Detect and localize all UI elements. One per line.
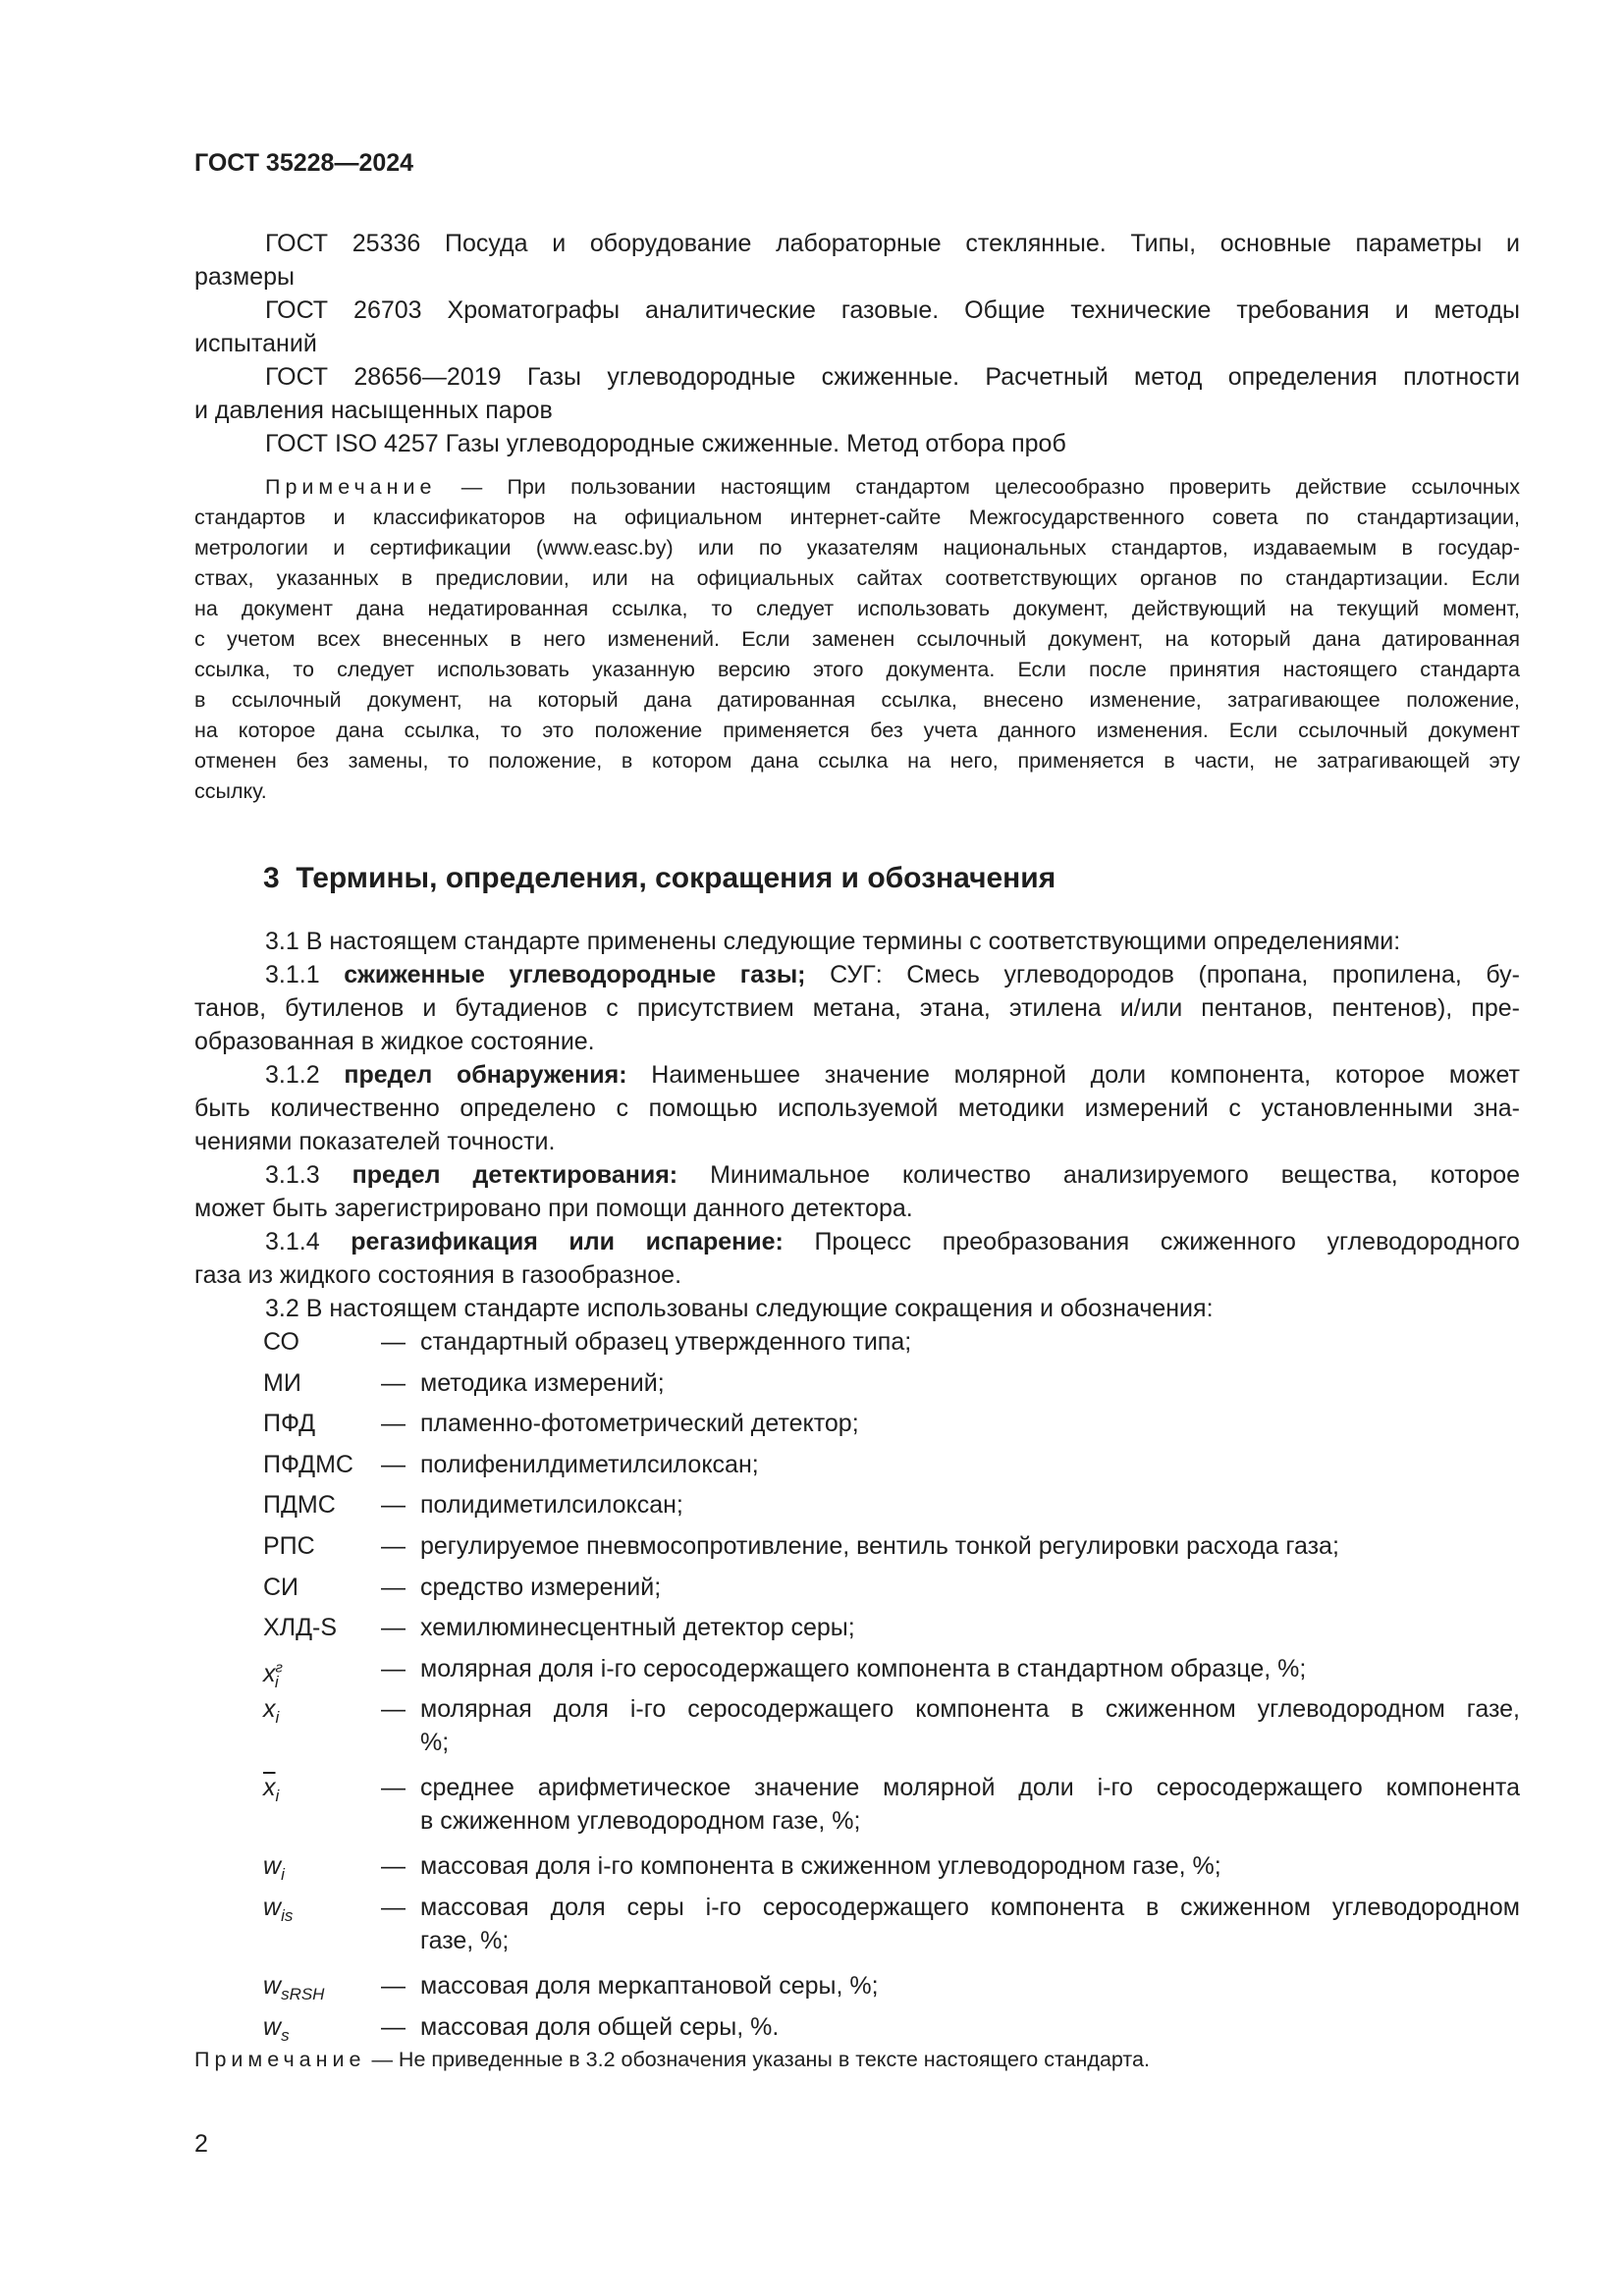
dash: — xyxy=(381,1894,406,1921)
symbol xyxy=(263,1891,293,1933)
note-line: на документ дана недатированная ссылка, то следует использовать документ, действующий на текущий момент, xyxy=(194,597,1520,620)
symbol-subscript: i xyxy=(275,1708,280,1728)
term-name: регазификация или испарение: xyxy=(351,1228,784,1255)
description-line: методика измерений; xyxy=(420,1368,665,1397)
symbol-base: $\overline{x}$ xyxy=(263,1774,276,1802)
symbol-description xyxy=(420,1652,1520,1685)
description-line: стандартный образец утвержденного типа; xyxy=(420,1328,912,1356)
normative-references xyxy=(194,227,1520,460)
abbreviation: ПДМС xyxy=(263,1491,336,1520)
term-line xyxy=(194,1292,1520,1325)
term-number: 3.1.1 xyxy=(265,961,320,988)
note-line: ссылку. xyxy=(194,779,267,803)
term-line xyxy=(194,1158,1520,1192)
note-line: на которое дана ссылка, то это положение применяется без учета данного изменения. Если ссылочный документ xyxy=(194,719,1520,742)
dash: — xyxy=(381,1491,406,1520)
symbol-subscript: s xyxy=(281,2025,290,2045)
section-number: 3 xyxy=(263,862,280,894)
term-definition: Наименьшее значение молярной доли компонента, которое может xyxy=(651,1061,1520,1089)
reference-line: и давления насыщенных паров xyxy=(194,397,553,424)
term-line xyxy=(194,958,1520,991)
dash: — xyxy=(381,1532,406,1560)
description-line: массовая доля меркаптановой серы, %; xyxy=(420,1972,879,2000)
term-line: чениями показателей точности. xyxy=(194,1128,556,1155)
term-number: 3.2 xyxy=(265,1295,299,1322)
abbreviation-description xyxy=(420,1529,1520,1563)
description-line: массовая доля общей серы, %. xyxy=(420,2012,780,2041)
term-number: 3.1.4 xyxy=(265,1228,320,1255)
page-number: 2 xyxy=(194,2130,208,2158)
symbol-base: w xyxy=(263,2012,282,2041)
abbreviation: ПФД xyxy=(263,1410,316,1438)
reference-line: ГОСТ ISO 4257 Газы углеводородные сжиженные. Метод отбора проб xyxy=(265,430,1066,457)
term-number: 3.1.2 xyxy=(265,1061,320,1089)
symbol-description xyxy=(420,1849,1520,1883)
description-line: в сжиженном углеводородном газе, %; xyxy=(420,1807,861,1836)
dash: — xyxy=(381,1450,406,1478)
description-line: молярная доля i-го серосодержащего компонента в стандартном образце, %; xyxy=(420,1654,1307,1682)
term-name: предел обнаружения: xyxy=(344,1061,627,1089)
reference-line: ГОСТ 28656—2019 Газы углеводородные сжиженные. Расчетный метод определения плотности xyxy=(265,363,1520,391)
symbol-base: w xyxy=(263,1852,282,1881)
dash: — xyxy=(381,1972,406,2000)
note-references xyxy=(194,472,1520,807)
term-line: быть количественно определено с помощью используемой методики измерений с установленными зна- xyxy=(194,1095,1520,1122)
dash: — xyxy=(381,1654,406,1682)
term-line xyxy=(194,1058,1520,1092)
abbreviation: РПС xyxy=(263,1532,315,1560)
reference-line: ГОСТ 26703 Хроматографы аналитические газовые. Общие технические требования и методы xyxy=(265,296,1520,324)
symbol-description xyxy=(420,1891,1520,1957)
note-line: метрологии и сертификации (www.easc.by) или по указателям национальных стандартов, издаваемым в государ- xyxy=(194,536,1520,560)
note-line: отменен без замены, то положение, в котором дана ссылка на него, применяется в части, не затрагивающей эту xyxy=(194,749,1520,773)
abbreviation-description xyxy=(420,1407,1520,1440)
symbol-base: x xyxy=(263,1660,276,1688)
term-line: может быть зарегистрировано при помощи данного детектора. xyxy=(194,1195,913,1222)
symbol-description xyxy=(420,1771,1520,1838)
symbol-glyph xyxy=(263,1774,280,1806)
description-line: хемилюминесцентный детектор серы; xyxy=(420,1614,855,1642)
abbreviation: СО xyxy=(263,1328,299,1356)
description-line: молярная доля i-го серосодержащего компонента в сжиженном углеводородном газе, xyxy=(420,1695,1520,1724)
symbol-description xyxy=(420,2010,1520,2044)
dash: — xyxy=(381,1852,406,1881)
description-line: пламенно-фотометрический детектор; xyxy=(420,1410,859,1438)
symbol-base: x xyxy=(263,1695,276,1724)
term-definition: В настоящем стандарте использованы следующие сокращения и обозначения: xyxy=(305,1295,1214,1322)
description-line: средство измерений; xyxy=(420,1573,662,1601)
symbol-description xyxy=(420,1969,1520,2002)
term-line xyxy=(194,1225,1520,1258)
symbol-glyph xyxy=(263,1972,325,2003)
abbreviation-description xyxy=(420,1366,1520,1400)
symbol-subscript: is xyxy=(281,1906,294,1925)
dash: — xyxy=(381,1410,406,1438)
section-title: Термины, определения, сокращения и обозначения xyxy=(296,862,1056,894)
term-number: 3.1 xyxy=(265,928,299,955)
description-line: полифенилдиметилсилоксан; xyxy=(420,1450,759,1478)
description-line: полидиметилсилоксан; xyxy=(420,1491,683,1520)
symbol xyxy=(263,1969,324,2011)
symbol-subscript: i xyxy=(281,1865,285,1885)
abbreviation-description xyxy=(420,1448,1520,1481)
abbreviation: ХЛД-S xyxy=(263,1614,338,1642)
description-line: регулируемое пневмосопротивление, вентиль тонкой регулировки расхода газа; xyxy=(420,1532,1339,1560)
term-name: сжиженные углеводородные газы; xyxy=(344,961,806,988)
abbreviation: МИ xyxy=(263,1368,301,1397)
term-line: газа из жидкого состояния в газообразное. xyxy=(194,1261,682,1289)
abbreviation: ПФДМС xyxy=(263,1450,353,1478)
note-text: — Не приведенные в 3.2 обозначения указаны в тексте настоящего стандарта. xyxy=(371,2048,1150,2071)
symbol-glyph xyxy=(263,2012,290,2045)
note-label: Примечание xyxy=(265,475,437,499)
symbol-glyph xyxy=(263,1852,285,1885)
note-line: с учетом всех внесенных в него изменений. Если заменен ссылочный документ, на который дана датированная xyxy=(194,627,1520,651)
symbol xyxy=(263,1692,279,1735)
dash: — xyxy=(381,1614,406,1642)
term-line: танов, бутиленов и бутадиенов с присутствием метана, этана, этилена и/или пентанов, пентенов), пре- xyxy=(194,994,1520,1022)
symbol-base: w xyxy=(263,1894,282,1921)
section-heading xyxy=(263,862,1056,895)
note-text: — При пользовании настоящим стандартом целесообразно проверить действие ссылочных xyxy=(460,475,1520,499)
symbol-subscript: sRSH xyxy=(281,1985,325,2003)
term-definition: В настоящем стандарте применены следующие термины с соответствующими определениями: xyxy=(305,928,1401,955)
note-label: Примечание xyxy=(194,2048,366,2071)
reference-line: испытаний xyxy=(194,330,317,357)
symbol-glyph xyxy=(263,1894,294,1925)
description-line: %; xyxy=(420,1729,450,1757)
term-definition: СУГ: Смесь углеводородов (пропана, пропилена, бу- xyxy=(830,961,1520,988)
abbreviation-description xyxy=(420,1611,1520,1644)
abbreviation: СИ xyxy=(263,1573,299,1601)
term-line: образованная в жидкое состояние. xyxy=(194,1028,595,1055)
symbol-base: w xyxy=(263,1972,282,2000)
note-line: в ссылочный документ, на который дана датированная ссылка, внесено изменение, затрагивающее положение, xyxy=(194,688,1520,712)
term-definition: Процесс преобразования сжиженного углеводородного xyxy=(814,1228,1520,1255)
symbol-subscript: i xyxy=(275,1787,280,1806)
note-line: ссылка, то следует использовать указанную версию этого документа. Если после принятия настоящего стандарта xyxy=(194,658,1520,681)
term-definition: Минимальное количество анализируемого вещества, которое xyxy=(710,1161,1520,1189)
symbol-superscript: г xyxy=(275,1659,283,1677)
dash: — xyxy=(381,2012,406,2041)
note-line: стандартов и классификаторов на официальном интернет-сайте Межгосударственного совета по стандартизации, xyxy=(194,506,1520,529)
dash: — xyxy=(381,1328,406,1356)
dash: — xyxy=(381,1774,406,1802)
abbreviation-description xyxy=(420,1325,1520,1359)
abbreviation-description xyxy=(420,1571,1520,1604)
symbol-glyph xyxy=(263,1695,280,1728)
dash: — xyxy=(381,1368,406,1397)
term-number: 3.1.3 xyxy=(265,1161,320,1189)
dash: — xyxy=(381,1573,406,1601)
description-line: массовая доля серы i-го серосодержащего компонента в сжиженном углеводородном xyxy=(420,1894,1520,1921)
symbol-description xyxy=(420,1692,1520,1759)
reference-line: ГОСТ 25336 Посуда и оборудование лабораторные стеклянные. Типы, основные параметры и xyxy=(265,230,1520,257)
abbreviation-description xyxy=(420,1488,1520,1522)
note-symbols xyxy=(194,2045,1520,2075)
symbol xyxy=(263,1849,285,1892)
description-line: массовая доля i-го компонента в сжиженном углеводородном газе, %; xyxy=(420,1852,1221,1881)
reference-line: размеры xyxy=(194,263,295,291)
note-line: ствах, указанных в предисловии, или на официальных сайтах соответствующих органов по стандартизации. Если xyxy=(194,566,1520,590)
dash: — xyxy=(381,1695,406,1724)
description-line: газе, %; xyxy=(420,1927,510,1954)
symbol xyxy=(263,1771,279,1813)
symbol-subscript: i xyxy=(274,1673,279,1692)
term-name: предел детектирования: xyxy=(352,1161,678,1189)
term-line xyxy=(194,925,1520,958)
terms-definitions xyxy=(194,925,1520,1325)
description-line: среднее арифметическое значение молярной доли i-го серосодержащего компонента xyxy=(420,1774,1520,1802)
symbol-glyph xyxy=(263,1659,283,1692)
document-header: ГОСТ 35228—2024 xyxy=(194,149,414,177)
note-line xyxy=(194,472,1520,503)
